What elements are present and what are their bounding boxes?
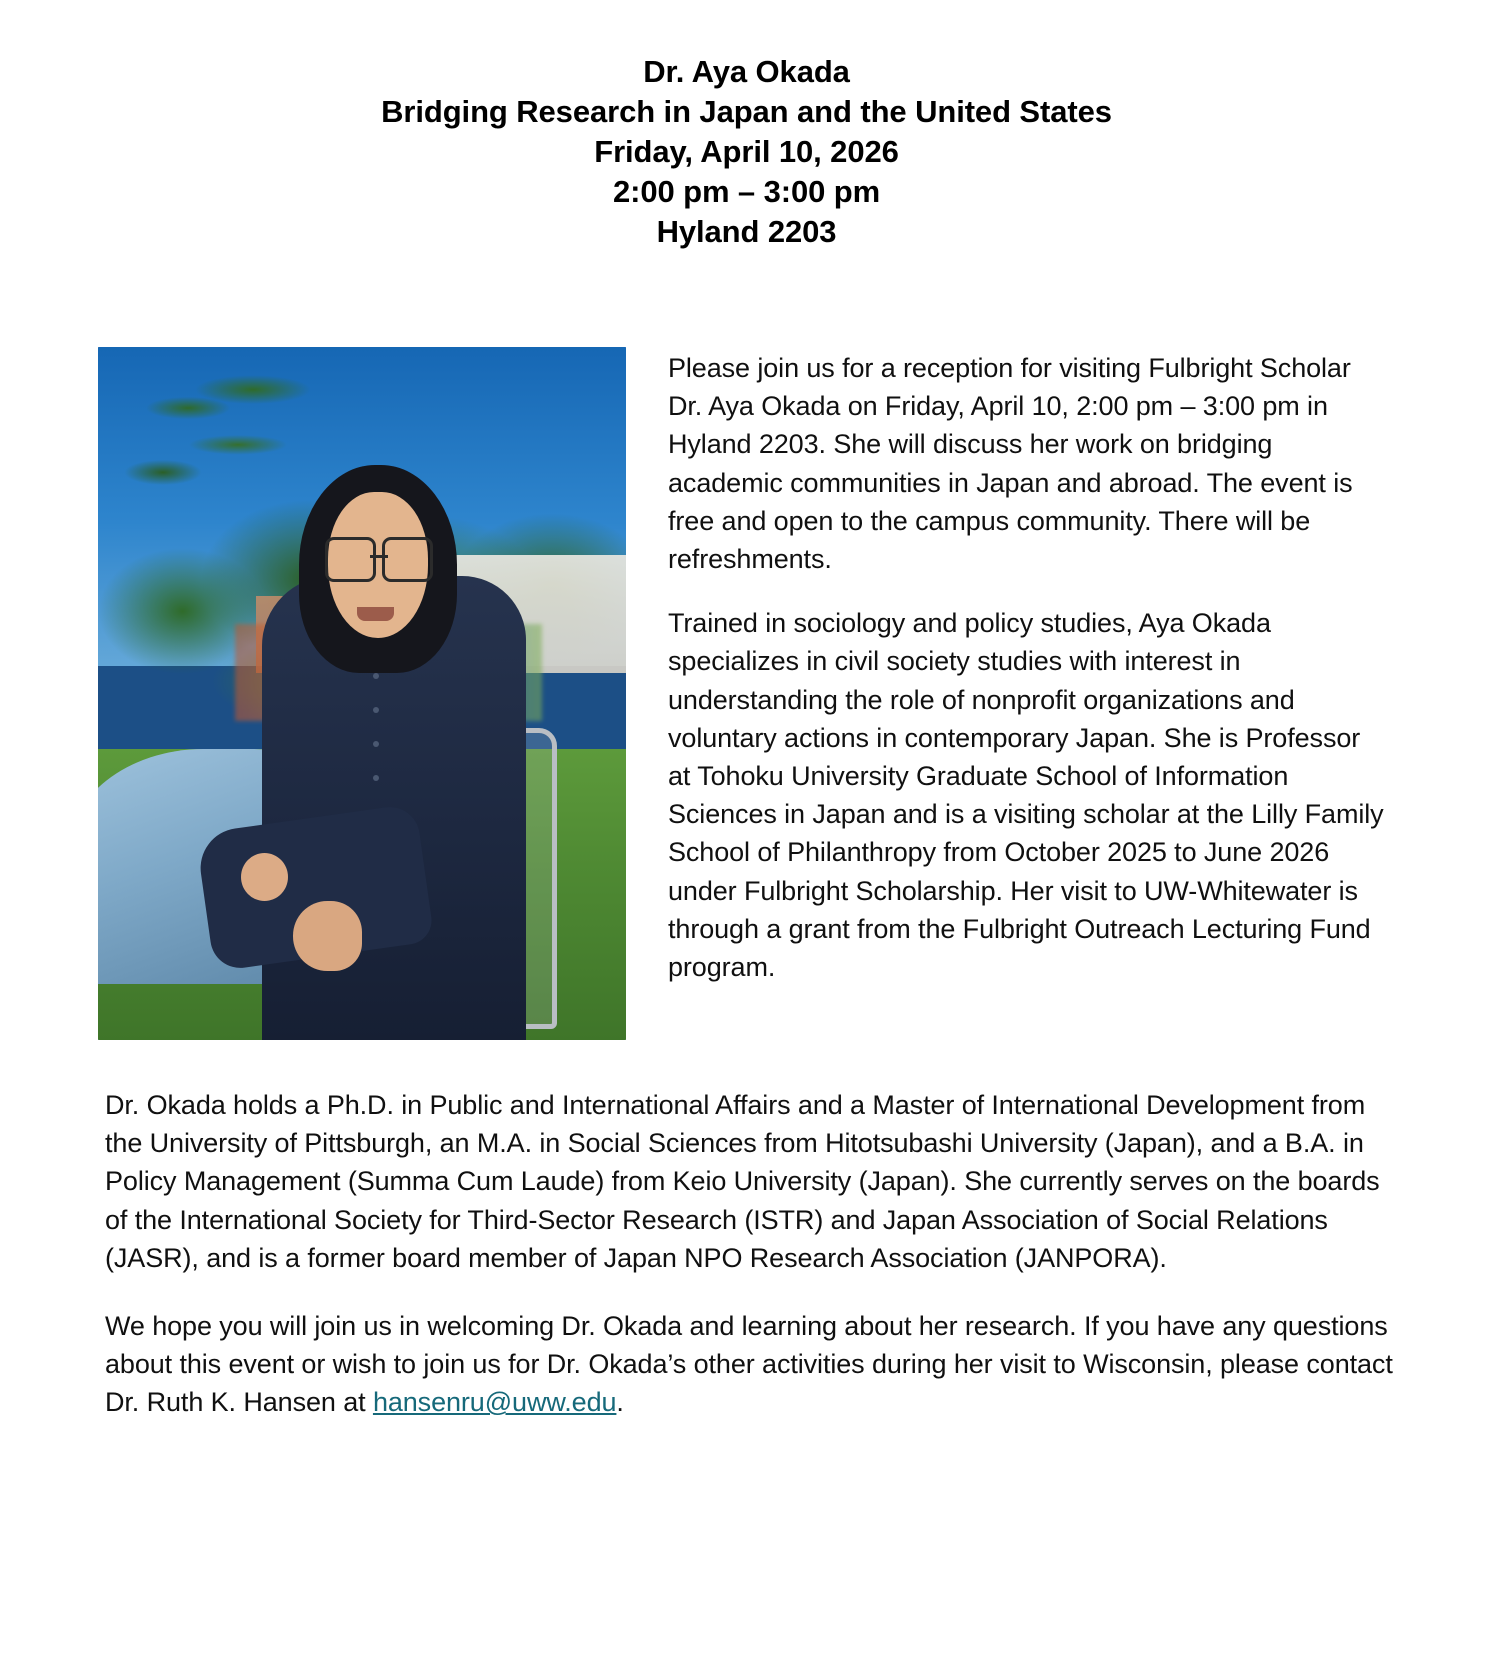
talk-title: Bridging Research in Japan and the United States (381, 93, 1112, 129)
paragraph-biography: Trained in sociology and policy studies, Aya Okada specializes in civil society studies with interest in understanding the role of nonprofit organizations and voluntary actions in contemporary Japan. She is Professor at Tohoku University Graduate School of Information Sciences in Japan and is a visiting scholar at the Lilly Family School of Philanthropy from October 2025 to June 2026 under Fulbright Scholarship. Her visit to UW-Whitewater is through a grant from the Fulbright Outreach Lecturing Fund program. (668, 608, 1384, 982)
full-width-text (0, 1086, 1493, 1422)
closing-text-before: We hope you will join us in welcoming Dr. Okada and learning about her research. If you have any questions about this event or wish to join us for Dr. Okada’s other activities during her visit to Wisconsin, please contact Dr. Ruth K. Hansen at (105, 1310, 1393, 1418)
event-location: Hyland 2203 (656, 213, 837, 249)
closing-text-after: . (616, 1387, 624, 1418)
event-time: 2:00 pm – 3:00 pm (612, 173, 881, 209)
speaker-photo (98, 347, 626, 1040)
contact-email-link[interactable]: hansenru@uww.edu (372, 1387, 617, 1418)
photo-eyeglasses-icon (325, 537, 433, 575)
event-header (0, 0, 1493, 252)
speaker-photo-container (98, 347, 626, 1040)
event-date: Friday, April 10, 2026 (594, 133, 899, 169)
paragraph-closing (105, 1307, 1395, 1422)
photo-person-mouth (357, 607, 394, 621)
photo-person-hand-upper (241, 853, 289, 902)
intro-text-column (668, 347, 1388, 986)
paragraph-invitation: Please join us for a reception for visiting Fulbright Scholar Dr. Aya Okada on Friday, April 10, 2:00 pm – 3:00 pm in Hyland 2203. She will discuss her work on bridging academic communities in Japan and abroad. The event is free and open to the campus community. There will be refreshments. (668, 352, 1353, 574)
speaker-name: Dr. Aya Okada (643, 54, 850, 89)
photo-person-hand (293, 901, 362, 970)
paragraph-credentials: Dr. Okada holds a Ph.D. in Public and International Affairs and a Master of International Development from the University of Pittsburgh, an M.A. in Social Sciences from Hitotsubashi University (Japan), and a B.A. in Policy Management (Summa Cum Laude) from Keio University (Japan). She currently serves on the boards of the International Society for Third-Sector Research (ISTR) and Japan Association of Social Relations (JASR), and is a former board member of Japan NPO Research Association (JANPORA). (105, 1089, 1380, 1273)
content-columns (0, 347, 1493, 1040)
